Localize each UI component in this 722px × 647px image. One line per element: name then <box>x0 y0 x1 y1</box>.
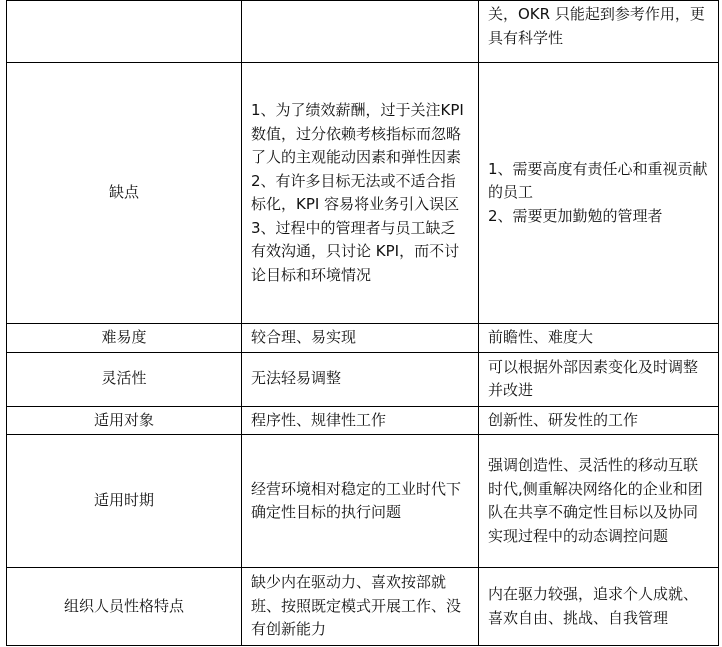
row-label-difficulty: 难易度 <box>7 324 242 353</box>
kpi-cell-disadvantages: 1、为了绩效薪酬，过于关注KPI 数值，过分依赖考核指标而忽略了人的主观能动因素和弹性因素 2、有许多目标无法或不适合指标化，KPI 容易将业务引入误区 3、过程中的管理者与员工缺乏有效沟通，只讨论 KPI，而不讨论目标和环境情况 <box>242 63 479 324</box>
okr-cell-applicable-objects: 创新性、研发性的工作 <box>479 406 719 435</box>
okr-cell-applicable-period: 强调创造性、灵活性的移动互联时代,侧重解决网络化的企业和团队在共享不确定性目标以及协同实现过程中的动态调控问题 <box>479 435 719 568</box>
table-row-personality <box>7 568 719 646</box>
kpi-cell-difficulty: 较合理、易实现 <box>242 324 479 353</box>
kpi-cell-personality: 缺少内在驱动力、喜欢按部就班、按照既定模式开展工作、没有创新能力 <box>242 568 479 646</box>
row-label-applicable-objects: 适用对象 <box>7 406 242 435</box>
kpi-cell-applicable-period: 经营环境相对稳定的工业时代下确定性目标的执行问题 <box>242 435 479 568</box>
kpi-cell-applicable-objects: 程序性、规律性工作 <box>242 406 479 435</box>
table-row-applicable-objects <box>7 406 719 435</box>
okr-cell-disadvantages: 1、需要高度有责任心和重视贡献的员工 2、需要更加勤勉的管理者 <box>479 63 719 324</box>
row-label-continued <box>7 1 242 63</box>
okr-cell-difficulty: 前瞻性、难度大 <box>479 324 719 353</box>
comparison-table <box>6 0 719 646</box>
row-label-applicable-period: 适用时期 <box>7 435 242 568</box>
row-label-personality: 组织人员性格特点 <box>7 568 242 646</box>
kpi-cell-flexibility: 无法轻易调整 <box>242 352 479 406</box>
table-row-applicable-period <box>7 435 719 568</box>
table-row-flexibility <box>7 352 719 406</box>
table-row-continued <box>7 1 719 63</box>
table-row-disadvantages <box>7 63 719 324</box>
row-label-disadvantages: 缺点 <box>7 63 242 324</box>
table-row-difficulty <box>7 324 719 353</box>
row-label-flexibility: 灵活性 <box>7 352 242 406</box>
okr-cell-personality: 内在驱力较强，追求个人成就、喜欢自由、挑战、自我管理 <box>479 568 719 646</box>
okr-cell-continued: 关，OKR 只能起到参考作用，更具有科学性 <box>479 1 719 63</box>
kpi-cell-continued <box>242 1 479 63</box>
okr-cell-flexibility: 可以根据外部因素变化及时调整并改进 <box>479 352 719 406</box>
